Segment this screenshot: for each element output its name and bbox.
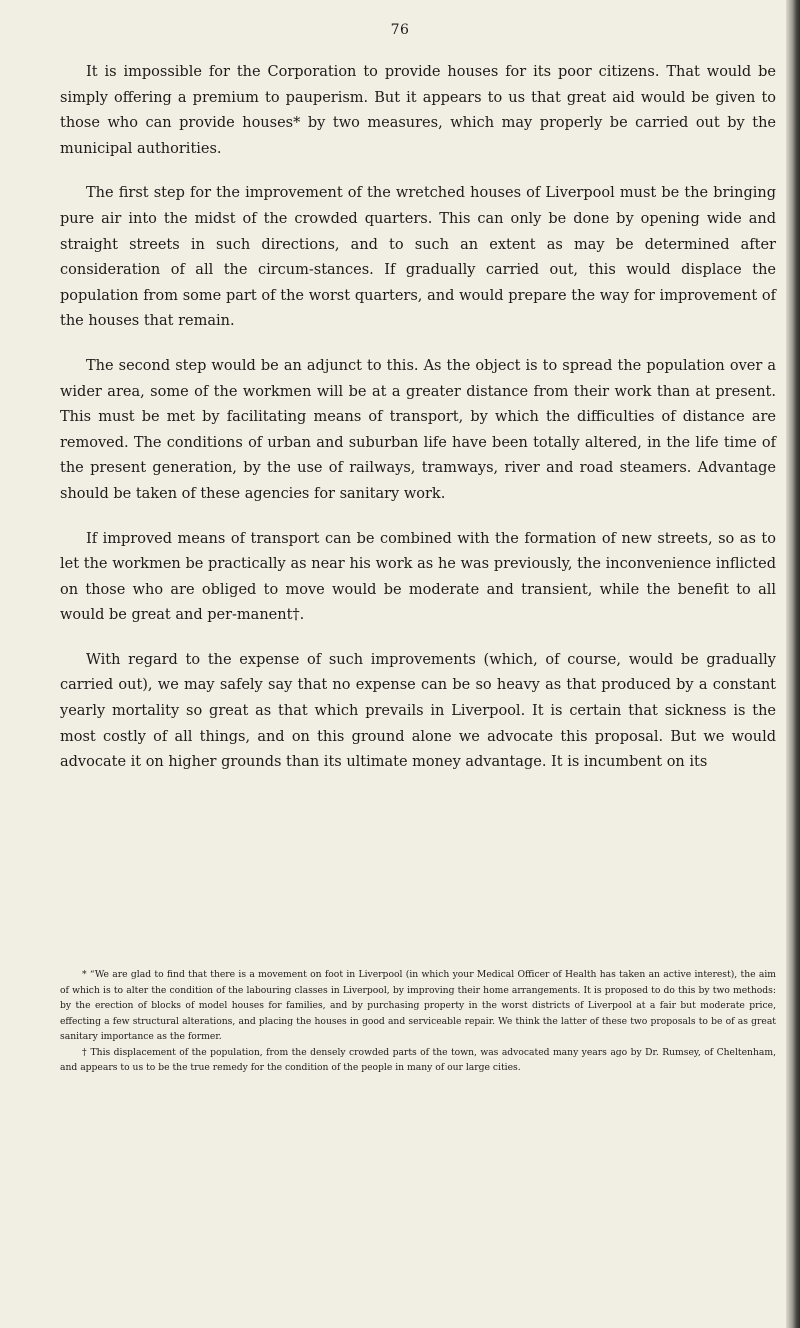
body-text bbox=[60, 60, 776, 795]
paragraph: If improved means of transport can be combined with the formation of new streets, so as to let the workmen be practically as near his work as he was previously, the inconvenience inflicted on those who are obliged to move would be moderate and transient, while the benefit to all would be great and per-manent†. bbox=[60, 530, 776, 624]
paragraph: The second step would be an adjunct to this. As the object is to spread the population over a wider area, some of the workmen will be at a greater distance from their work than at present. This must be met by facilitating means of transport, by which the difficulties of distance are removed. The conditions of urban and suburban life have been totally altered, in the life time of the present generation, by the use of railways, tramways, river and road steamers. Advantage should be taken of these agencies for sanitary work. bbox=[60, 357, 776, 502]
footnote: † This displacement of the population, from the densely crowded parts of the town, was advocated many years ago by Dr. Rumsey, of Cheltenham, and appears to us to be the true remedy for the condition of the people in many of our large cities. bbox=[60, 1046, 776, 1073]
page-edge-shadow bbox=[786, 0, 800, 1328]
paragraph: The first step for the improvement of the wretched houses of Liverpool must be the bringing pure air into the midst of the crowded quarters. This can only be done by opening wide and straight streets in such directions, and to such an extent as may be determined after consideration of all the circum-stances. If gradually carried out, this would displace the population from some part of the worst quarters, and would prepare the way for improvement of the houses that remain. bbox=[60, 185, 776, 330]
paragraph: It is impossible for the Corporation to provide houses for its poor citizens. That would be simply offering a premium to pauperism. But it appears to us that great aid would be given to those who can provide houses* by two measures, which may properly be carried out by the municipal authorities. bbox=[60, 64, 776, 157]
footnotes bbox=[60, 967, 776, 1076]
paragraph: With regard to the expense of such improvements (which, of course, would be gradually carried out), we may safely say that no expense can be so heavy as that produced by a constant yearly mortality so great as that which prevails in Liverpool. It is certain that sickness is the most costly of all things, and on this ground alone we advocate this proposal. But we would advocate it on higher grounds than its ultimate money advantage. It is incumbent on its bbox=[60, 651, 776, 771]
footnote: * “We are glad to find that there is a movement on foot in Liverpool (in which your Medical Officer of Health has taken an active interest), the aim of which is to alter the condition of the labouring classes in Liverpool, by improving their home arrangements. It is proposed to do this by two methods: by the erection of blocks of model houses for families, and by purchasing property in the worst districts of Liverpool at a fair but moderate price, effecting a few structural alterations, and placing the houses in good and serviceable repair. We think the latter of these two proposals to be of as great sanitary importance as the former. bbox=[60, 969, 776, 1042]
page-number: 76 bbox=[390, 22, 410, 38]
